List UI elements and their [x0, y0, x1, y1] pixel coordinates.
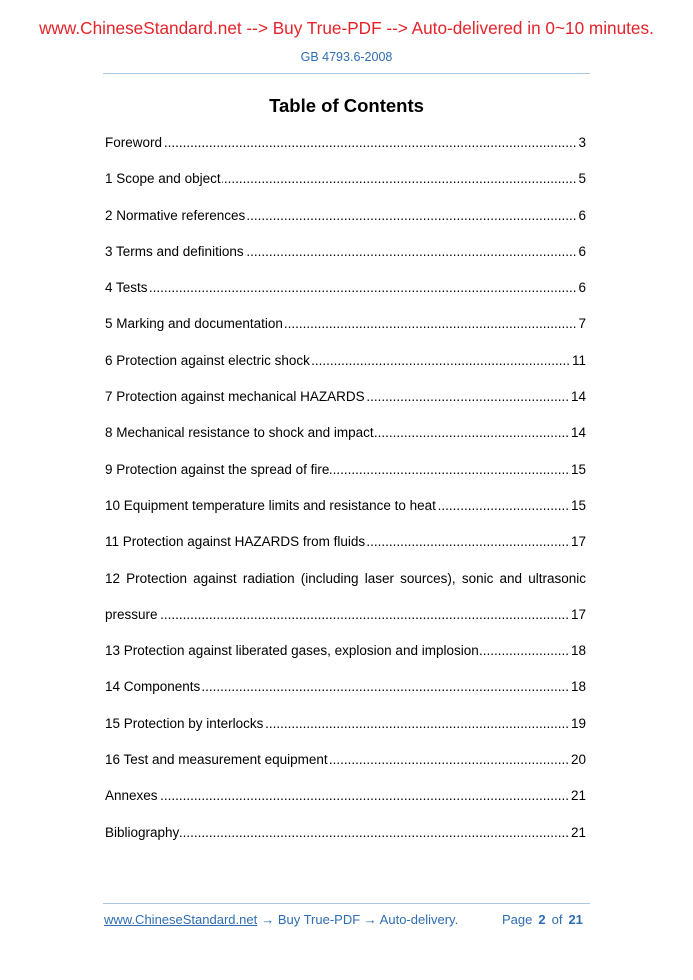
toc-entry-section-9[interactable]	[105, 452, 586, 488]
toc-entry-section-12[interactable]	[105, 561, 586, 634]
toc-entry-section-3[interactable]	[105, 234, 586, 270]
toc-entry-page-number: 20	[570, 752, 586, 768]
dot-leader	[222, 161, 577, 197]
toc-entry-title-continued: pressure	[105, 606, 158, 622]
dot-leader	[311, 343, 570, 379]
toc-entry-section-10[interactable]	[105, 488, 586, 524]
dot-leader	[329, 742, 569, 778]
toc-entry-title: 9 Protection against the spread of fire	[105, 461, 330, 477]
toc-entry-title: 6 Protection against electric shock	[105, 352, 310, 368]
toc-entry-page-number: 14	[570, 425, 586, 441]
toc-entry-page-number: 18	[570, 643, 586, 659]
toc-entry-section-5[interactable]	[105, 306, 586, 342]
dot-leader	[366, 524, 569, 560]
of-label: of	[551, 912, 563, 927]
toc-entry-page-number: 3	[578, 135, 586, 150]
toc-entry-section-1[interactable]	[105, 161, 586, 197]
toc-entry-section-2[interactable]	[105, 198, 586, 234]
toc-entry-section-14[interactable]	[105, 669, 586, 705]
toc-entry-title: 4 Tests	[105, 280, 148, 296]
toc-entry-title: Annexes	[105, 788, 158, 804]
toc-entry-title: 15 Protection by interlocks	[105, 715, 264, 731]
toc-entry-title: 7 Protection against mechanical HAZARDS	[105, 389, 365, 405]
header-divider	[103, 73, 590, 74]
toc-entry-page-number: 11	[571, 352, 586, 368]
toc-entry-page-number: 7	[578, 316, 586, 332]
toc-entry-page-number: 21	[570, 788, 586, 804]
toc-entry-foreword[interactable]	[105, 125, 586, 161]
toc-entry-page-number: 17	[570, 534, 586, 550]
toc-entry-title: 13 Protection against liberated gases, explosion and implosion	[105, 643, 479, 659]
toc-entry-title: 14 Components	[105, 679, 201, 695]
toc-entry-title: 16 Test and measurement equipment	[105, 752, 328, 768]
table-of-contents	[105, 125, 586, 851]
toc-entry-page-number: 18	[570, 679, 586, 695]
toc-entry-page-number: 19	[570, 715, 586, 731]
dot-leader	[480, 633, 569, 669]
toc-entry-section-8[interactable]	[105, 415, 586, 451]
dot-leader	[264, 706, 569, 742]
toc-entry-section-16[interactable]	[105, 742, 586, 778]
toc-entry-page-number: 5	[578, 171, 586, 187]
current-page-number: 2	[538, 912, 546, 927]
footer-website-link[interactable]: www.ChineseStandard.net	[104, 912, 258, 927]
dot-leader	[246, 198, 576, 234]
toc-entry-page-number: 15	[570, 497, 586, 513]
page-label: Page	[502, 912, 533, 927]
footer-promo-text: → Buy True-PDF → Auto-delivery.	[261, 912, 459, 927]
dot-leader	[245, 234, 577, 270]
dot-leader	[163, 125, 576, 161]
footer-promo	[104, 911, 458, 929]
dot-leader	[366, 379, 569, 415]
toc-entry-section-15[interactable]	[105, 706, 586, 742]
toc-entry-title: 8 Mechanical resistance to shock and impact	[105, 425, 374, 441]
toc-entry-title: 3 Terms and definitions	[105, 243, 244, 259]
toc-entry-page-number: 6	[578, 207, 586, 223]
toc-entry-title: 5 Marking and documentation	[105, 316, 283, 332]
toc-entry-bibliography[interactable]	[105, 815, 586, 851]
toc-entry-section-4[interactable]	[105, 270, 586, 306]
toc-entry-title: Foreword	[105, 135, 163, 150]
toc-entry-annexes[interactable]	[105, 778, 586, 814]
standard-number: GB 4793.6-2008	[300, 50, 393, 64]
total-pages: 21	[568, 912, 583, 927]
dot-leader	[149, 270, 577, 306]
promo-banner: www.ChineseStandard.net --> Buy True-PDF --> Auto-delivered in 0~10 minutes.	[39, 18, 654, 38]
toc-entry-section-13[interactable]	[105, 633, 586, 669]
toc-entry-page-number: 17	[570, 606, 586, 622]
toc-entry-page-number: 21	[570, 824, 586, 840]
dot-leader	[159, 778, 569, 814]
toc-entry-title: Bibliography	[105, 824, 180, 840]
toc-entry-title: 11 Protection against HAZARDS from fluids	[105, 534, 366, 550]
toc-entry-continuation	[105, 597, 586, 633]
toc-entry-title: 1 Scope and object	[105, 171, 221, 187]
toc-heading: Table of Contents	[269, 95, 424, 116]
toc-entry-section-7[interactable]	[105, 379, 586, 415]
toc-entry-title: 12 Protection against radiation (including laser sources), sonic and ultrasonic	[105, 570, 586, 586]
page-indicator	[502, 911, 583, 929]
dot-leader	[284, 306, 577, 342]
dot-leader	[437, 488, 569, 524]
toc-entry-section-6[interactable]	[105, 343, 586, 379]
dot-leader	[201, 669, 569, 705]
toc-entry-page-number: 14	[570, 389, 586, 405]
toc-entry-page-number: 15	[570, 461, 586, 477]
toc-entry-section-11[interactable]	[105, 524, 586, 560]
dot-leader	[375, 415, 569, 451]
footer-divider	[103, 903, 590, 904]
dot-leader	[330, 452, 569, 488]
toc-entry-title: 10 Equipment temperature limits and resistance to heat	[105, 497, 436, 513]
dot-leader	[180, 815, 569, 851]
toc-entry-page-number: 6	[578, 243, 586, 259]
toc-entry-page-number: 6	[578, 280, 586, 296]
toc-entry-title: 2 Normative references	[105, 207, 246, 223]
dot-leader	[159, 597, 569, 633]
